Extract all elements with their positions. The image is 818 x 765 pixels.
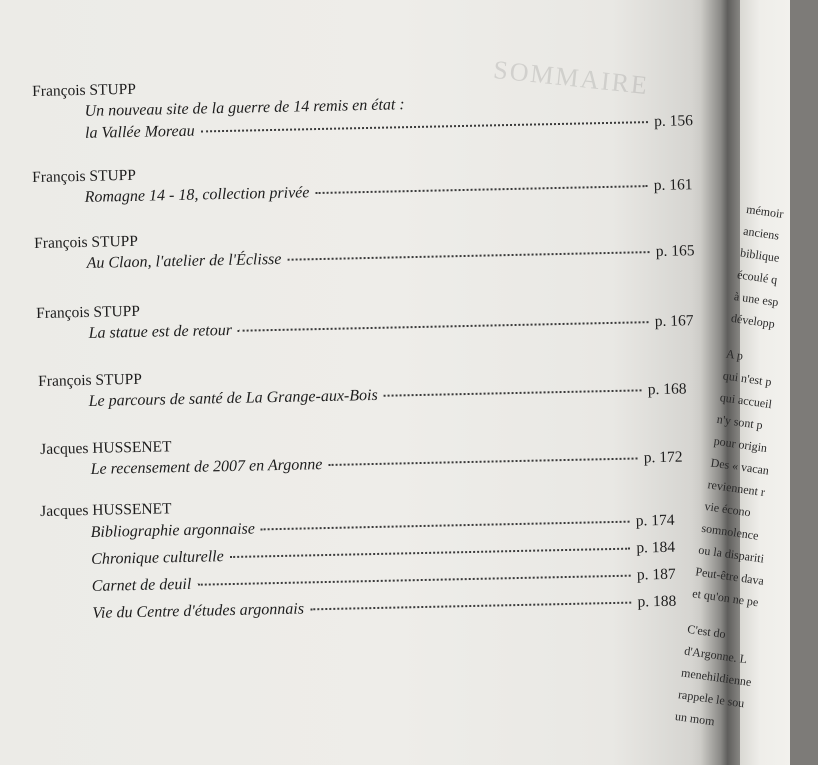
text-fragment: A p — [725, 346, 744, 363]
entry-author: Jacques HUSSENET — [40, 438, 172, 458]
text-fragment: menehildienne — [680, 665, 753, 690]
toc-entry — [34, 220, 700, 276]
leader-dots — [315, 183, 647, 194]
page-number: p. 172 — [643, 448, 683, 467]
entry-title: Un nouveau site de la guerre de 14 remis en état : — [84, 96, 405, 120]
page-number: p. 174 — [635, 511, 675, 530]
entry-title: Le parcours de santé de La Grange-aux-Bois — [88, 386, 378, 410]
entry-author: François STUPP — [32, 166, 137, 186]
entry-author: François STUPP — [36, 302, 141, 322]
text-fragment: et qu'on ne pe — [691, 586, 760, 610]
entry-title: la Vallée Moreau — [84, 122, 195, 142]
text-fragment: à une esp — [733, 289, 780, 310]
page-number: p. 188 — [637, 592, 677, 611]
entry-title: Au Claon, l'atelier de l'Éclisse — [86, 250, 282, 272]
show-through-heading: SOMMAIRE — [491, 55, 651, 101]
entry-author: François STUPP — [38, 370, 143, 390]
entry-author: François STUPP — [34, 232, 139, 252]
text-fragment: mémoir — [745, 201, 785, 222]
page-number: p. 161 — [653, 176, 693, 194]
text-fragment: biblique — [739, 245, 781, 265]
text-fragment: développ — [730, 310, 776, 331]
text-fragment: écoulé q — [736, 267, 779, 287]
entry-title: Carnet de deuil — [91, 575, 192, 595]
text-fragment: qui n'est p — [722, 368, 773, 389]
entry-title: Bibliographie argonnaise — [90, 520, 256, 541]
text-fragment: rappele le sou — [677, 687, 746, 711]
entry-title: Vie du Centre d'études argonnais — [92, 600, 305, 622]
toc-entry — [36, 290, 702, 346]
toc-entry — [32, 68, 698, 146]
entry-title: Le recensement de 2007 en Argonne — [90, 456, 323, 478]
page-number: p. 165 — [655, 242, 695, 260]
toc-entry — [40, 488, 707, 626]
text-fragment: Peut-être dava — [694, 564, 765, 588]
leader-dots — [230, 546, 631, 558]
text-fragment: reviennent r — [706, 477, 766, 500]
text-fragment: qui accueil — [719, 390, 773, 412]
entry-author: Jacques HUSSENET — [40, 500, 172, 520]
leader-dots — [201, 119, 649, 132]
text-fragment: pour origin — [712, 433, 769, 456]
page-number: p. 184 — [636, 538, 676, 557]
leader-dots — [328, 455, 637, 465]
text-fragment: vie écono — [703, 499, 752, 520]
text-fragment: ou la dispariti — [697, 542, 765, 566]
leader-dots — [384, 387, 642, 396]
text-fragment: C'est do — [686, 621, 727, 642]
text-fragment: un mom — [674, 708, 716, 729]
page-number: p. 167 — [654, 312, 694, 331]
text-fragment: somnolence — [700, 520, 760, 543]
leader-dots — [310, 600, 632, 611]
text-fragment: anciens — [742, 223, 781, 243]
text-fragment: d'Argonne. L — [683, 643, 749, 667]
text-fragment: n'y sont p — [715, 411, 764, 433]
text-fragment: Des « vacan — [709, 455, 770, 478]
leader-dots — [261, 519, 630, 531]
leader-dots — [238, 319, 649, 332]
page-number: p. 168 — [647, 380, 687, 399]
entry-title: La statue est de retour — [88, 321, 233, 342]
page-number: p. 187 — [636, 565, 676, 584]
toc-entry — [38, 358, 704, 414]
entry-title: Romagne 14 - 18, collection privée — [84, 184, 310, 206]
toc-entry — [32, 154, 698, 210]
toc-entry — [40, 426, 706, 482]
entry-title: Chronique culturelle — [91, 548, 224, 568]
leader-dots — [287, 249, 649, 261]
entry-author: François STUPP — [32, 80, 137, 100]
leader-dots — [197, 573, 631, 586]
page-number: p. 156 — [654, 112, 694, 130]
